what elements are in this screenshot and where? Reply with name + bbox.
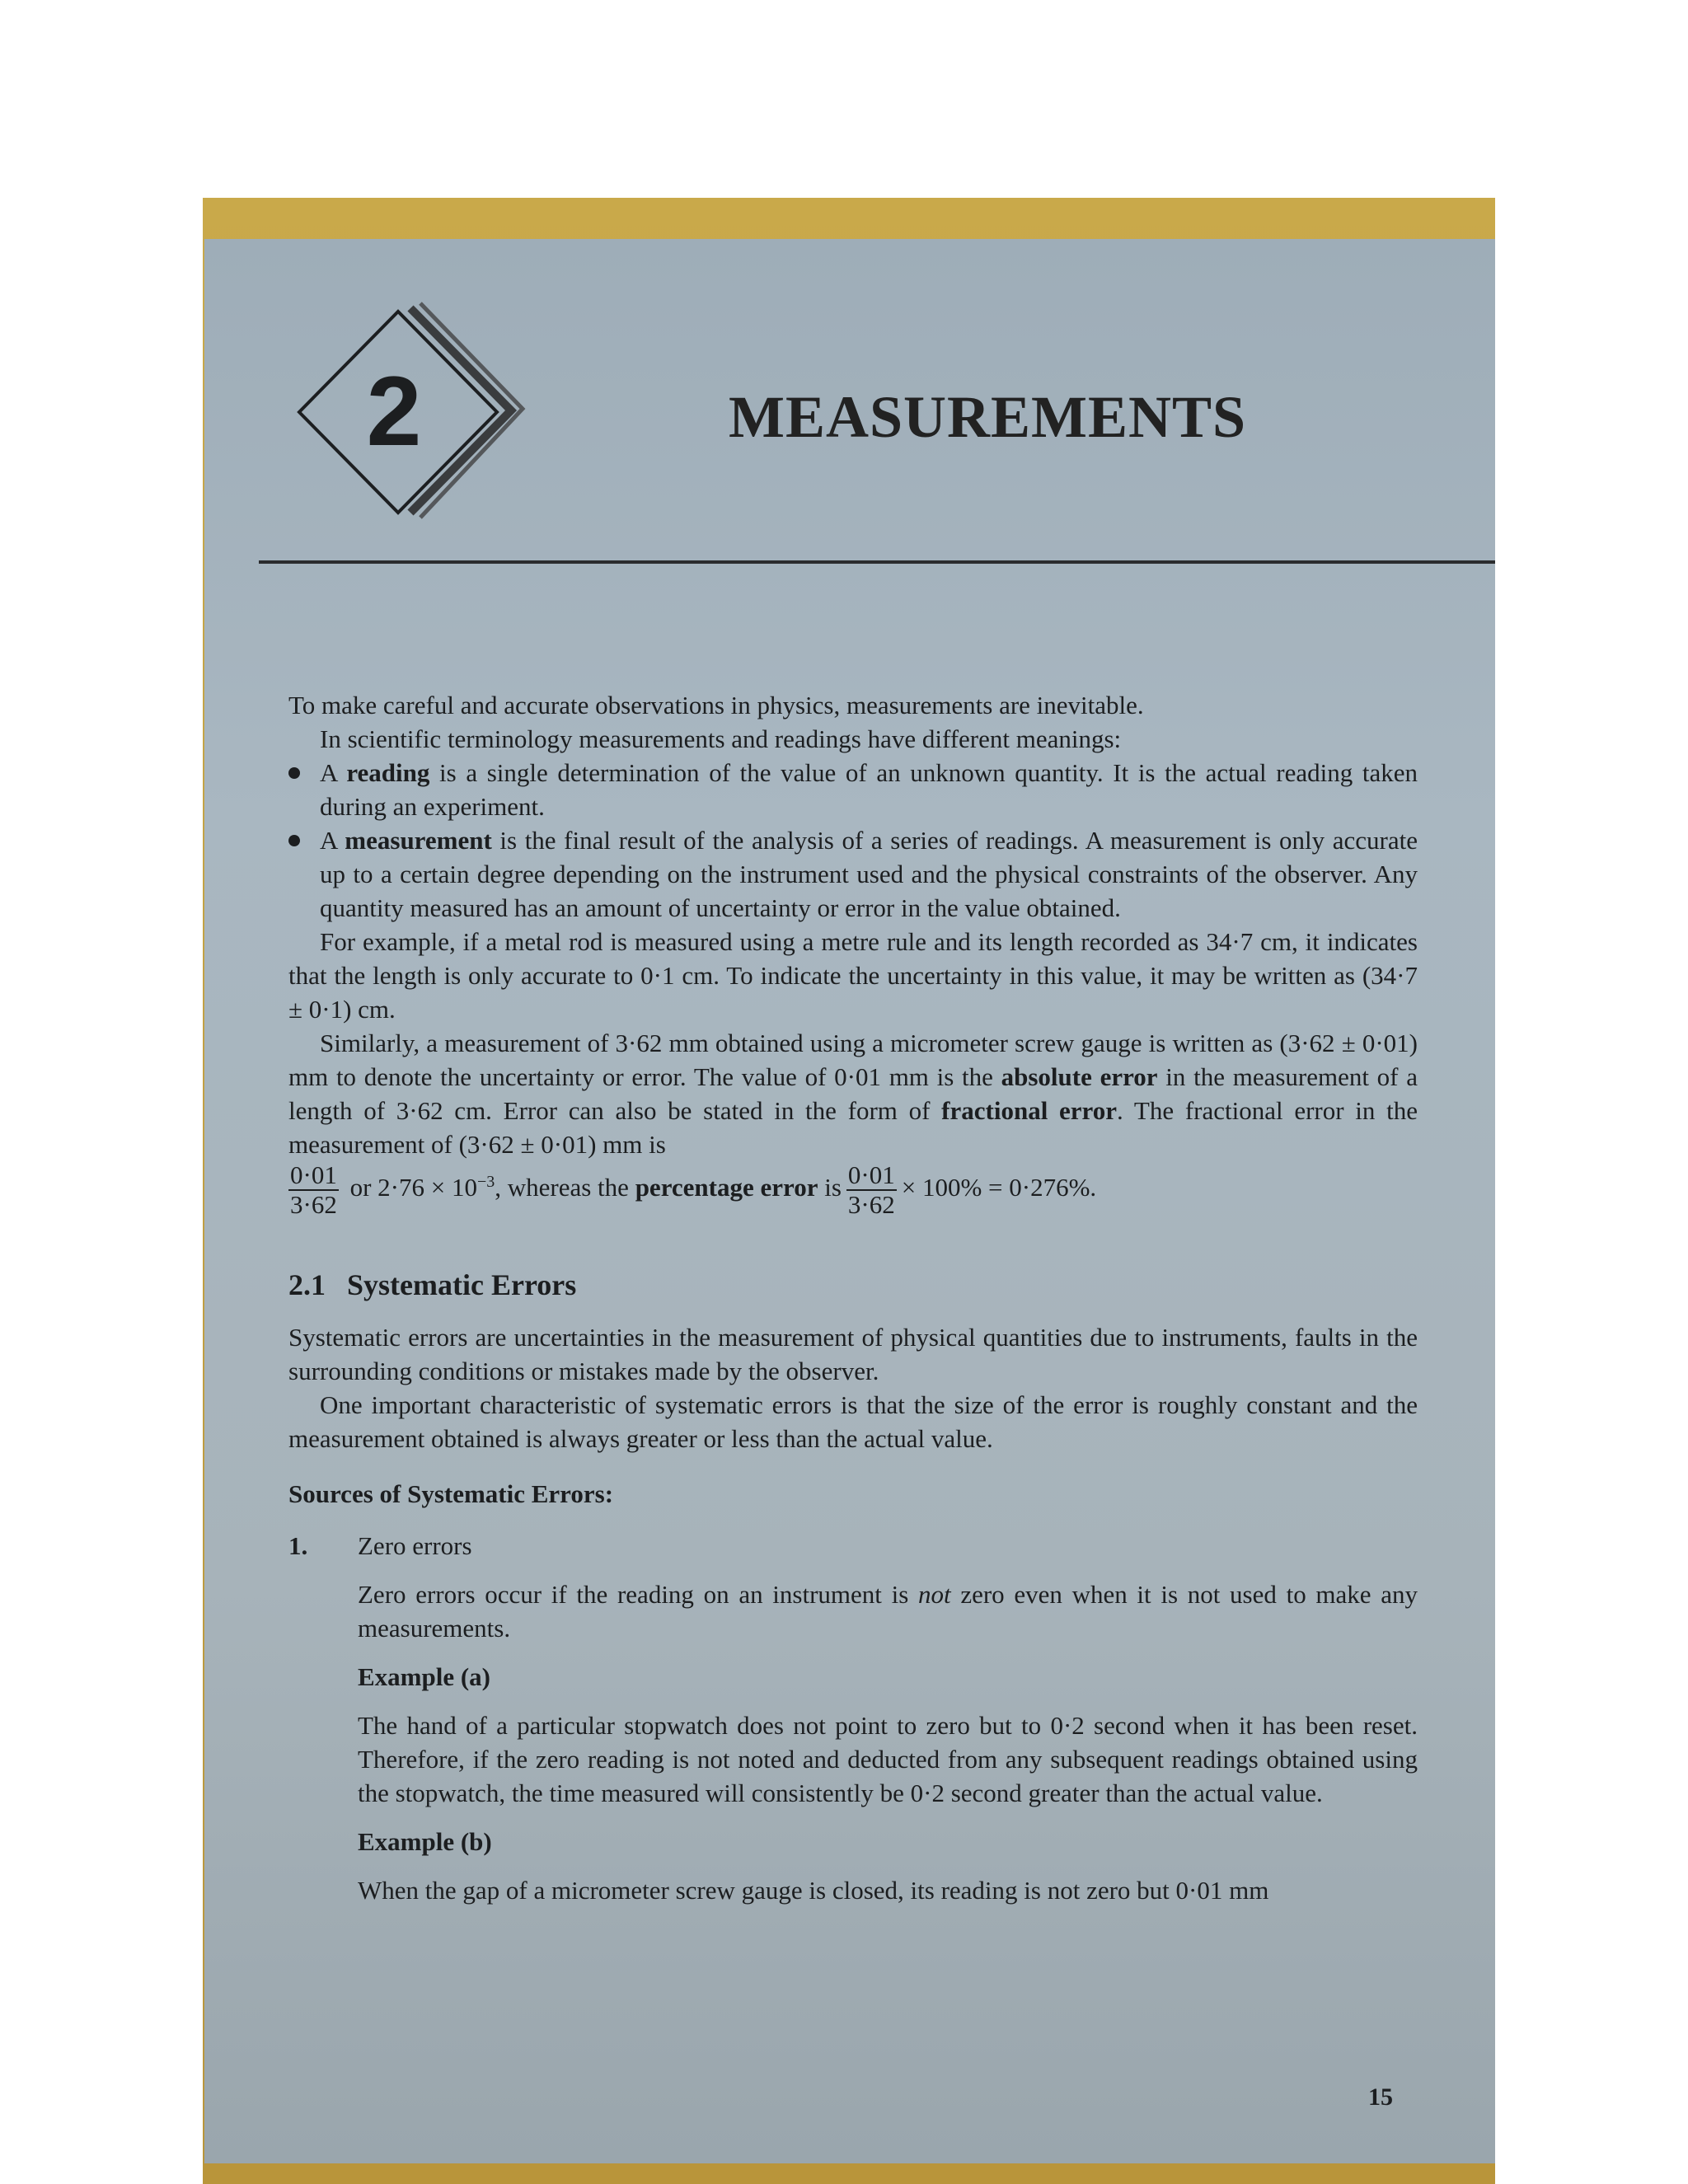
section-paragraph: Systematic errors are uncertainties in the measurement of physical quantities due to instruments, faults in the surrounding conditions or mistakes made by the observer. (288, 1323, 1418, 1385)
example-a-text: The hand of a particular stopwatch does not point to zero but to 0·2 second when it has been reset. Therefore, if the zero reading is not noted and deducted from any subsequent readings obtained using the stopwatch, the time measured will consistently be 0·2 second greater than the actual value. (358, 1711, 1418, 1807)
bullet-icon (288, 835, 300, 846)
bullet-icon (288, 767, 300, 779)
list-item-zero-errors: 1. Zero errors (288, 1531, 472, 1560)
error-paragraph: Similarly, a measurement of 3·62 mm obtained using a micrometer screw gauge is written as (3·62 ± 0·01) mm to denote the uncertainty or error. The value of 0·01 mm is the absolute error in the measurement of a length of 3·62 cm. Error can also be stated in the form of fractional error. The fractional error in the measurement of (3·62 ± 0·01) mm is (288, 1029, 1418, 1159)
chapter-number-badge (287, 297, 526, 536)
title-divider (259, 560, 1495, 564)
example-paragraph: For example, if a metal rod is measured using a metre rule and its length recorded as 34·7 cm, it indicates that the length is only accurate to 0·1 cm. To indicate the uncertainty in this value, it may be written as (34·7 ± 0·1) cm. (288, 927, 1418, 1024)
page-content (288, 688, 1418, 1907)
section-paragraph: One important characteristic of systematic errors is that the size of the error is roughly constant and the measurement obtained is always greater or less than the actual value. (288, 1390, 1418, 1453)
bullet-item-reading: A reading is a single determination of the value of an unknown quantity. It is the actual reading taken during an experiment. (288, 756, 1418, 823)
example-a-label: Example (a) (358, 1662, 491, 1691)
example-b-text: When the gap of a micrometer screw gauge is closed, its reading is not zero but 0·01 mm (358, 1876, 1269, 1905)
error-formula: $\frac{0\cdot 01}{3\cdot 62}$ or $2\cdot 76 \times 10^{-3}$, whereas the percentage error is $\frac{0\cdot 01}{3\cdot 62}$ × 100% = 0·276%. (290, 1160, 1097, 1219)
fraction: $\frac{0\cdot 01}{3\cdot 62}$ (847, 1160, 895, 1219)
zero-errors-description: Zero errors occur if the reading on an instrument is not zero even when it is not used to make any measurements. (358, 1580, 1418, 1643)
example-b-label: Example (b) (358, 1827, 492, 1856)
intro-paragraph: To make careful and accurate observations in physics, measurements are inevitable. (288, 691, 1144, 719)
book-page (204, 239, 1495, 2163)
page-number: 15 (1368, 2083, 1393, 2111)
fraction: $\frac{0\cdot 01}{3\cdot 62}$ (290, 1160, 337, 1219)
sources-heading: Sources of Systematic Errors: (288, 1479, 614, 1508)
intro-paragraph: In scientific terminology measurements and readings have different meanings: (320, 724, 1122, 753)
chapter-number: 2 (366, 356, 422, 466)
chapter-title: MEASUREMENTS (729, 384, 1247, 450)
section-heading: 2.1 Systematic Errors (288, 1268, 577, 1301)
bullet-item-measurement: A measurement is the final result of the analysis of a series of readings. A measurement is only accurate up to a certain degree depending on the instrument used and the physical constraints of the observer. Any quantity measured has an amount of uncertainty or error in the value obtained. (288, 823, 1418, 925)
